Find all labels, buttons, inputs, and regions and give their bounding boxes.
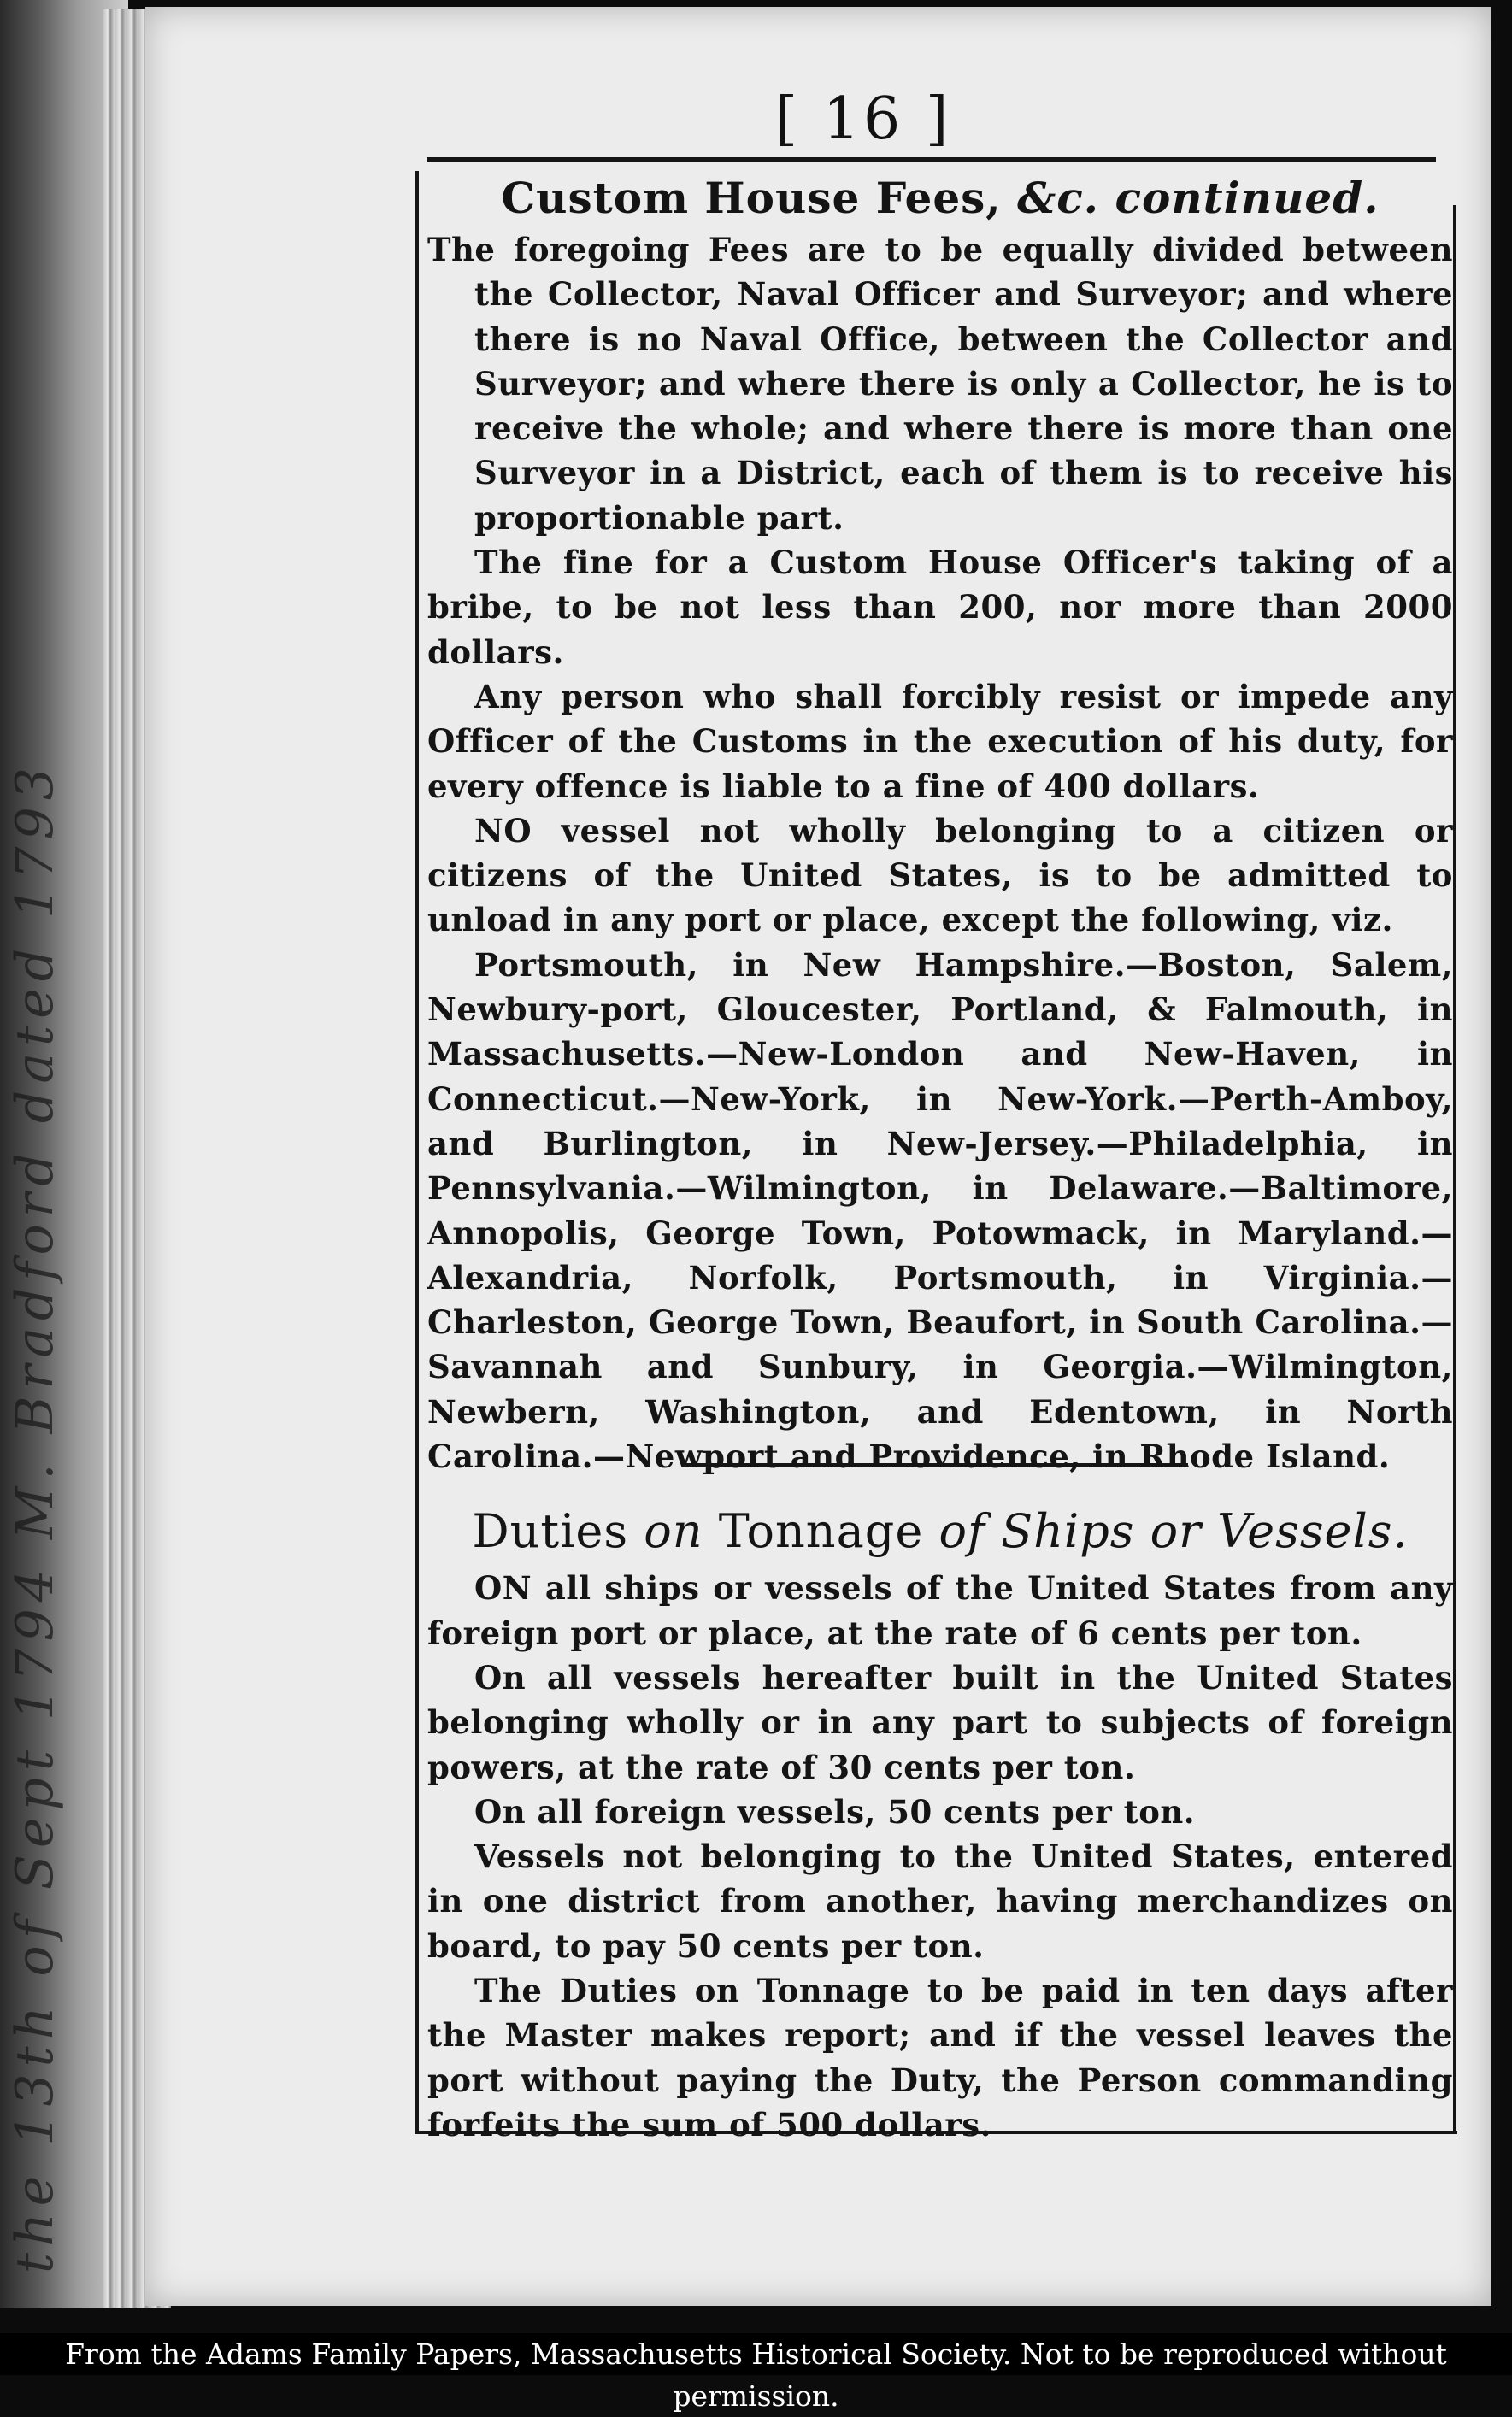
paragraph-unload-restriction: NO vessel not wholly belonging to a citizen or citizens of the United States, is to be admitted to unload in any port or place, except the following, viz. <box>427 811 1453 939</box>
copyright-caption: From the Adams Family Papers, Massachusetts Historical Society. Not to be reproduced without permission. <box>0 2333 1512 2375</box>
heading-tonnage-a: Duties <box>472 1504 644 1559</box>
paragraph-bribe-fine: The fine for a Custom House Officer's taking of a bribe, to be not less than 200, nor more than 2000 dollars. <box>427 544 1453 671</box>
heading-tonnage-d: of Ships or Vessels. <box>938 1504 1409 1559</box>
paragraph-fees-division: The foregoing Fees are to be equally divided between the Collector, Naval Officer and Surveyor; and where there is no Naval Office, between the Collector and Surveyor; and where there is only a Collector, he is to receive the whole; and where there is more than one Surveyor in a District, each of them is to receive his proportionable part. <box>427 231 1453 537</box>
paragraph-district-transfer: Vessels not belonging to the United States, entered in one district from another, having merchandizes on board, to pay 50 cents per ton. <box>427 1838 1453 1965</box>
page-number: [ 16 ] <box>774 85 952 153</box>
frame-left-rule <box>415 171 419 2132</box>
heading-tonnage-b: on <box>644 1504 703 1559</box>
heading-custom-continued: &c. continued. <box>1017 173 1380 223</box>
heading-tonnage-duties <box>427 1504 1453 1559</box>
heading-custom-house-fees <box>427 171 1453 222</box>
paragraph-payment-deadline: The Duties on Tonnage to be paid in ten days after the Master makes report; and if the vessel leaves the port without paying the Duty, the Person commanding forfeits the sum of 500 dollars. <box>427 1971 1453 2144</box>
paragraph-foreign-vessels: On all foreign vessels, 50 cents per ton. <box>474 1792 1196 1831</box>
paragraph-resist-officer: Any person who shall forcibly resist or impede any Officer of the Customs in the execution of his duty, for every offence is liable to a fine of 400 dollars. <box>427 677 1453 805</box>
heading-tonnage-c: Tonnage <box>703 1504 939 1559</box>
frame-right-rule <box>1453 205 1456 2132</box>
handwritten-marginalia: the 13th of Sept 1794 M. Bradford dated 1793 <box>5 761 65 2273</box>
page-content <box>427 171 1453 2147</box>
heading-custom-text: Custom House Fees, <box>501 173 1018 223</box>
paragraph-us-vessels: ON all ships or vessels of the United States from any foreign port or place, at the rate of 6 cents per ton. <box>427 1569 1453 1652</box>
paragraph-port-list: Portsmouth, in New Hampshire.—Boston, Salem, Newbury-port, Gloucester, Portland, & Falmouth, in Massachusetts.—New-London and New-Haven, in Connecticut.—New-York, in New-York.—Perth-Amboy, and Burlington, in New-Jersey.—Philadelphia, in Pennsylvania.—Wilmington, in Delaware.—Baltimore, Annopolis, George Town, Potowmack, in Maryland.—Alexandria, Norfolk, Portsmouth, in Virginia.—Charleston, George Town, Beaufort, in South Carolina.—Savannah and Sunbury, in Georgia.—Wilmington, Newbern, Washington, and Edentown, in North Carolina.—Newport and Providence, in Rhode Island. <box>427 945 1453 1476</box>
top-rule <box>427 157 1436 162</box>
paragraph-foreign-owned-built: On all vessels hereafter built in the United States belonging wholly or in any part to subjects of foreign powers, at the rate of 30 cents per ton. <box>427 1658 1453 1786</box>
